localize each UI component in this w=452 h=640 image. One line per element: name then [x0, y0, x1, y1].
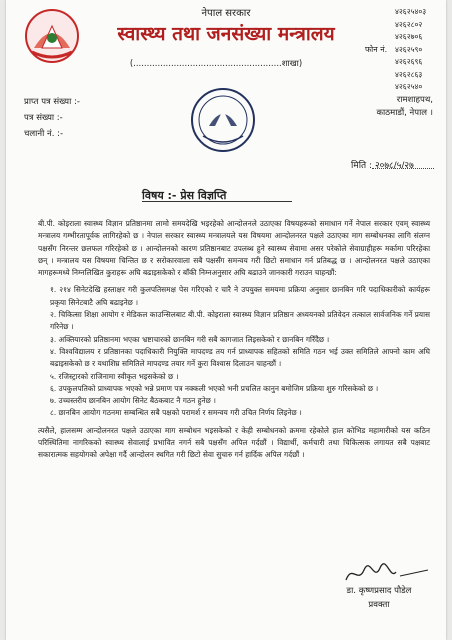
press-release-body [38, 218, 430, 467]
list-item: ३. अक्तियारको प्रतिष्ठानमा भएका भ्रष्टाचारको छानबिन गरी सबै कागजात लिइसकेको र छानबिन गरिँदैछ । [50, 334, 330, 344]
list-item: ७. उच्चस्तरीय छानबिन आयोग सिनेट बैठकबाट नै गठन हुनेछ । [50, 396, 216, 406]
office-address [351, 94, 433, 120]
list-item: ५. रजिस्ट्रारको राजिनामा स्वीकृत भइसकेको छ । [50, 371, 179, 381]
government-name: नेपाल सरकार [201, 8, 251, 19]
points-list [38, 284, 430, 419]
date-underline [372, 168, 434, 169]
handwritten-signature [342, 562, 432, 586]
subject-text: प्रेस विज्ञप्ति [180, 189, 227, 202]
dispatch-number: चलानी नं. :- [24, 129, 64, 139]
ministry-name: स्वास्थ्य तथा जनसंख्या मन्त्रालय [117, 23, 335, 45]
date-value: २०७८/५/२७ [374, 161, 414, 171]
date-label: मिति : [351, 161, 373, 171]
date-field [351, 158, 414, 171]
phone-number: ४२६२५४० [395, 82, 423, 91]
branch-line: (.......................................................शाखा) [129, 59, 303, 69]
phone-number: ४२६२६९६ [395, 57, 423, 66]
address-line: रामशाहपथ, [396, 95, 433, 105]
phone-number: ४२६२५४०३ [395, 7, 427, 16]
phone-number: ४२६२७०६ [395, 32, 423, 41]
phone-number: ४२६२५९० [395, 44, 423, 54]
intro-paragraph: बी.पी. कोइराला स्वास्थ्य विज्ञान प्रतिष्ठानमा लामो समयदेखि भइरहेको आन्दोलनले उठाएका विषयहरूको समाधान गर्ने नेपाल सरकार एवम् स्वास्थ्य मन्त्रालय गम्भीरतापूर्वक लागिरहेको छ । नेपाल सरकार स्वास्थ्य मन्त्रालयले यस विषयमा आन्दोलनरत पक्षले उठाएका माग सम्बोधनका लागि संलग्न पक्षसँग निरन्तर छलफल गरिरहेको छ । आन्दोलनको कारण प्रतिष्ठानबाट उपलब्ध हुने स्वास्थ्य सेवामा असर परेकोले सेवाग्राहीहरू मर्कामा परिरहेका छन् । मन्त्रालय यस विषयमा चिन्तित छ र सरोकारवाला सबै पक्षसँग समन्वय गरी छिटो समाधान गर्न प्रतिबद्ध छ । आन्दोलनरत पक्षले उठाएका मागहरूमध्ये निम्नलिखित कुराहरू अघि बढाइसकेको र बाँकी निम्नअनुसार अघि बढाउने जानकारी गराउन चाहन्छौं: [38, 219, 430, 278]
list-item: ४. विश्वविद्यालय र प्रतिष्ठानका पदाधिकारी नियुक्ति मापदण्ड तय गर्न प्राध्यापक सहितको समिति गठन भई उक्त समितिले आफ्नो काम अघि बढाइसकेको छ र यथाशिघ्र समितिले मापदण्ड तयार गर्ने कुरा विश्वास दिलाउन चाहन्छौं । [50, 346, 430, 369]
phone-list [395, 6, 426, 94]
closing-paragraph: त्यसैले, हालसम्म आन्दोलनरत पक्षले उठाएका माग सम्बोधन भइसकेको र केही सम्बोधनको क्रममा रहेकोले हाल कोभिड महामारीको यस कठिन परिस्थितिमा नागरिकको स्वास्थ्य सेवालाई प्रभावित नगर्न सबै पक्षसँग अपिल गर्दछौं । विद्यार्थी, कर्मचारी तथा चिकित्सक लगायत सबै पक्षबाट सकारात्मक सहयोगको अपेक्षा गर्दै आन्दोलन स्थगित गरी छिटो सेवा सुचारु गर्न हार्दिक अपिल गर्दछौं । [38, 425, 430, 460]
address-line: काठमाडौं, नेपाल । [376, 108, 433, 118]
subject-label: विषय :- [142, 189, 177, 202]
list-item: २. चिकित्सा शिक्षा आयोग र मेडिकल काउन्सिलबाट बी.पी. कोइराला स्वास्थ्य विज्ञान प्रतिष्ठान अध्ययनको प्रतिवेदन तत्काल सार्वजनिक गर्ने प्रयास गरिनेछ । [50, 310, 430, 332]
phone-label: फोन नं. [365, 45, 388, 54]
phone-number: ४२६२८६३ [395, 69, 423, 79]
list-item: ८. छानबिन आयोग गठनमा सम्बन्धित सबै पक्षको परामर्श र समन्वय गरी उचित निर्णय लिइनेछ । [50, 408, 302, 418]
phone-number: ४२६२८०२ [395, 19, 423, 29]
spokesperson-name: डा. कृष्णप्रसाद पौडेल [346, 586, 412, 596]
letter-page [6, 0, 446, 640]
list-item: १. २१४ सिनेटदेखि हस्ताक्षर गरी कुलपतिसमक्ष पेस गरिएको र चारै ने उपयुक्त समयमा प्रक्रिया अनुसार छानबिन गरि पदाधिकारीको कार्यहरू प्रकृया सिनेटबाटै अघि बढाइनेछ । [50, 285, 430, 307]
subject-underline [142, 201, 292, 202]
spokesperson-title: प्रवक्ता [368, 600, 390, 610]
letter-number: पत्र संख्या :- [24, 113, 63, 123]
ministry-stamp [189, 86, 257, 154]
received-letter-number: प्राप्त पत्र संख्या :- [24, 97, 80, 107]
list-item: ६. उपकुलपतिको प्राध्यापक भएको भन्ने प्रमाण पत्र नक्कली भएको भनी प्रचलित कानुन बमोजिम प्रक्रिया शुरु गरिसकेको छ । [50, 383, 379, 393]
